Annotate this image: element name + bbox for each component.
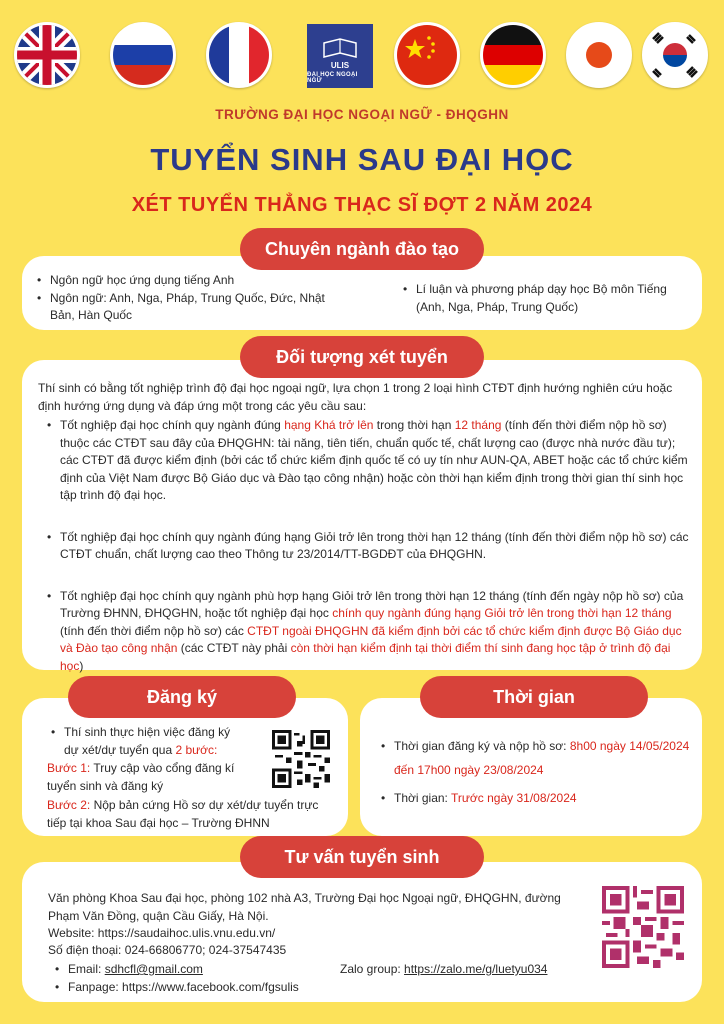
logo-name: ĐẠI HỌC NGOẠI NGỮ [307,72,358,84]
highlight: còn thời hạn kiểm định tại thời điểm thí sinh đang học tập ở trình độ đại học [60,641,671,673]
eligibility-card [22,360,702,673]
highlight: Trước ngày 31/08/2024 [451,791,577,805]
email-link[interactable]: sdhcfl@gmail.com [104,962,203,976]
register-list [48,724,238,759]
list-item: • Ngôn ngữ: Anh, Nga, Pháp, Trung Quốc, Đức, Nhật Bản, Hàn Quốc [34,290,334,325]
highlight: hạng Khá trở lên [284,418,374,432]
page-subtitle: XÉT TUYỂN THẲNG THẠC SĨ ĐỢT 2 NĂM 2024 [131,194,593,216]
zalo-link[interactable]: https://zalo.me/g/luetyu034 [404,962,548,976]
list-item[interactable]: • Fanpage: https://www.facebook.com/fgsulis [52,979,392,997]
highlight: 8h00 ngày 14/05/2024 đến 17h00 [394,739,690,777]
text-run: Truy cập vào cổng đăng kí tuyển sinh và đăng ký [47,761,235,793]
zalo-label: Zalo group: [340,962,405,976]
eligibility-intro: Thí sinh có bằng tốt nghiệp trình độ đại học ngoại ngữ, lựa chọn 1 trong 2 loại hình CTĐT định hướng nghiên cứu hoặc định hướng ứng dụng và đáp ứng một trong các yêu cầu sau: [38,381,673,413]
timeline-list [378,734,694,810]
china-flag-icon [394,22,460,88]
contact-card [22,862,702,1002]
contact-address: Văn phòng Khoa Sau đại học, phòng 102 nhà A3, Trường Đại học Ngoại ngữ, ĐHQGHN, đường Phạm Văn Đồng, quận Cầu Giấy, Hà Nội. [48,891,561,923]
majors-left-list [34,272,334,325]
ulis-logo [307,24,373,88]
step-label: Bước 2: [47,798,91,812]
register-step2 [47,797,337,832]
register-card [22,698,348,836]
majors-right-list [400,281,690,316]
email-label: Email: [68,962,105,976]
flags-row [14,22,710,102]
contact-qr-code[interactable] [602,886,684,968]
book-icon [320,37,360,61]
list-item [48,724,238,759]
majors-heading: Chuyên ngành đào tạo [240,228,484,270]
register-qr-code[interactable] [272,730,330,788]
list-item: • Ngôn ngữ học ứng dụng tiếng Anh [34,272,334,290]
list-item: • Tốt nghiệp đại học chính quy ngành đúng hạng Giỏi trở lên trong thời hạn 12 tháng (tính đến thời điểm nộp hồ sơ) các CTĐT chuẩn, chất lượng cao theo Thông tư 23/2014/TT-BGDĐT của ĐHQGHN. [44,529,690,564]
highlight: 2 bước: [175,742,218,757]
list-item: • Lí luận và phương pháp dạy học Bộ môn Tiếng (Anh, Nga, Pháp, Trung Quốc) [400,281,690,316]
text-run: (tính đến thời điểm nộp hồ sơ) các [60,623,248,638]
highlight: chính quy ngành đúng hạng Giỏi trở lên trong thời hạn 12 tháng [332,606,672,620]
school-name: TRƯỜNG ĐẠI HỌC NGOẠI NGỮ - ĐHQGHN [215,107,509,122]
eligibility-heading: Đối tượng xét tuyển [240,336,484,378]
france-flag-icon [206,22,272,88]
korea-flag-icon [642,22,708,88]
contact-heading: Tư vấn tuyển sinh [240,836,484,878]
timeline-card [360,698,702,836]
text-run: (tính đến thời điểm nộp hồ sơ) thuộc các CTĐT sau đây của ĐHQGHN: tài năng, tiên tiến, chuẩn quốc tế, chất lượng cao (được nhà nước đầu tư); các CTĐT đã được kiểm định (bởi các tổ chức kiểm định quốc tế có uy tín như AUN-QA, ABET hoặc các tổ chức kiểm định của Việt Nam được Bộ Giáo dục và Đào tạo công nhận) hoặc còn thời hạn kiểm định trong thời gian thí sinh học tập trình độ đại học. [60,418,688,502]
register-step1 [47,760,247,795]
text-run: Thời gian: [394,791,452,805]
list-item [44,588,690,676]
list-item [378,786,694,810]
register-heading: Đăng ký [68,676,296,718]
page-title: TUYỂN SINH SAU ĐẠI HỌC [150,142,574,177]
logo-short: ULIS [330,61,350,70]
text-run: trong thời hạn [373,418,455,432]
text-run: Thời gian đăng ký và nộp hồ sơ: [394,739,570,753]
highlight: ngày 23/08/2024 [450,763,544,777]
highlight: 12 tháng [454,418,502,432]
highlight: CTĐT ngoài ĐHQGHN đã kiểm định bởi các tổ chức kiểm định được Bộ Giáo dục và Đào tạo công nhận [60,623,682,655]
list-item [378,734,694,782]
text-run: Tốt nghiệp đại học chính quy ngành đúng [60,418,285,432]
japan-flag-icon [566,22,632,88]
text-run: Tốt nghiệp đại học chính quy ngành phù hợp hạng Giỏi trở lên trong thời hạn 12 tháng (tính đến ngày nộp hồ sơ) của Trường ĐHNN, ĐHQGHN, hoặc tốt nghiệp đại học [60,588,684,620]
text-run: Thí sinh thực hiện việc đăng ký dự xét/dự tuyển qua [64,725,231,757]
eligibility-list [44,417,690,675]
step-label: Bước 1: [47,761,91,775]
zalo-row [340,961,547,979]
list-item [44,417,690,505]
timeline-heading: Thời gian [420,676,648,718]
russia-flag-icon [110,22,176,88]
text-run: ) [79,658,84,673]
text-run: Nộp bản cứng Hồ sơ dự xét/dự tuyển trực tiếp tại khoa Sau đại học – Trường ĐHNN [47,798,319,830]
uk-flag-icon [14,22,80,88]
germany-flag-icon [480,22,546,88]
contact-phone: Số điện thoại: 024-66806770; 024-37547435 [48,943,287,957]
contact-website[interactable]: Website: https://saudaihoc.ulis.vnu.edu.vn/ [48,926,276,940]
text-run: (các CTĐT này phải [177,641,291,655]
